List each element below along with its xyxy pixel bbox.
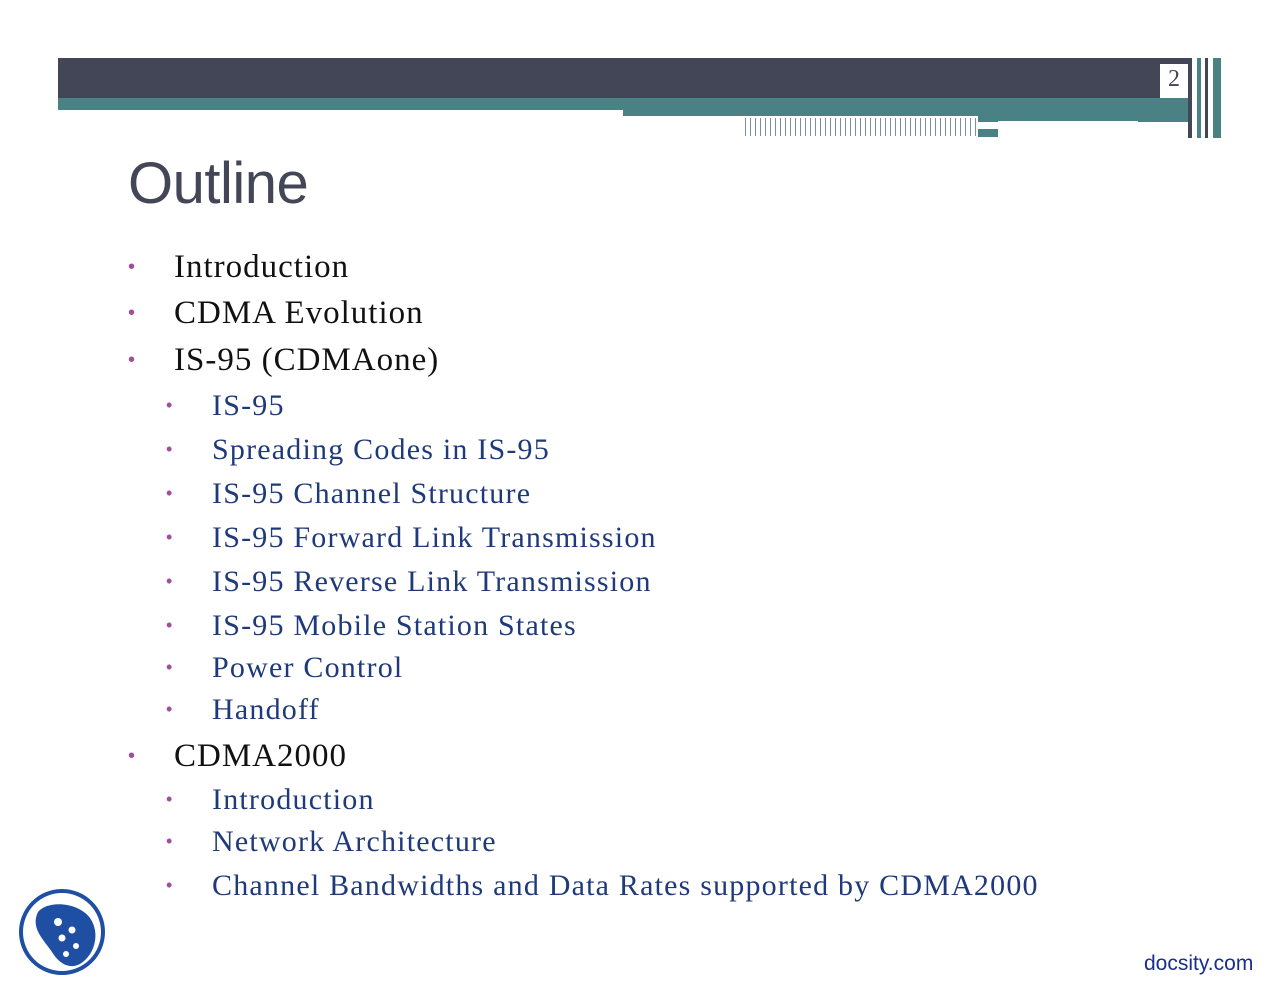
outline-item: • CDMA Evolution [128, 295, 424, 331]
outline-item: • CDMA2000 [128, 738, 348, 774]
outline-subitem-text: IS-95 Reverse Link Transmission [212, 565, 652, 598]
outline-subitem-text: Handoff [212, 693, 320, 726]
outline-subitem: • IS-95 Mobile Station States [166, 609, 577, 642]
outline-subitem: • IS-95 Channel Structure [166, 477, 532, 510]
outline-subitem: • Handoff [166, 693, 320, 726]
header-tick-pattern [745, 118, 977, 136]
header-vertical-bars [1188, 58, 1224, 138]
outline-item: • Introduction [128, 249, 350, 285]
header-accent-step [978, 129, 998, 137]
outline-subitem: • IS-95 [166, 389, 285, 422]
outline-subitem-text: Network Architecture [212, 825, 497, 858]
outline-subitem-text: Spreading Codes in IS-95 [212, 433, 550, 466]
docsity-logo-icon[interactable] [18, 888, 106, 976]
outline-subitem-text: Introduction [212, 783, 375, 816]
outline-item-text: IS-95 (CDMAone) [174, 342, 440, 378]
outline-item-text: CDMA Evolution [174, 295, 424, 331]
header-bar [58, 58, 1188, 98]
outline-subitem: • Power Control [166, 651, 404, 684]
docsity-watermark[interactable]: docsity.com [1144, 952, 1254, 975]
outline-item-text: CDMA2000 [174, 738, 348, 774]
outline-item-text: Introduction [174, 249, 350, 285]
outline-subitem: • Introduction [166, 783, 375, 816]
outline-subitem-text: IS-95 [212, 389, 285, 422]
outline-subitem-text: Power Control [212, 651, 404, 684]
outline-item: • IS-95 (CDMAone) [128, 342, 440, 378]
outline-subitem: • IS-95 Forward Link Transmission [166, 521, 657, 554]
outline-subitem: • Network Architecture [166, 825, 497, 858]
header-accent-bar [58, 98, 1188, 110]
page-number: 2 [1168, 66, 1180, 92]
outline-subitem-text: IS-95 Mobile Station States [212, 609, 577, 642]
header-accent-line [998, 121, 1138, 126]
slide-title: Outline [128, 151, 309, 216]
outline-subitem: • Spreading Codes in IS-95 [166, 433, 550, 466]
outline-subitem-text: Channel Bandwidths and Data Rates supported by CDMA2000 [212, 869, 1039, 902]
outline-subitem-text: IS-95 Forward Link Transmission [212, 521, 657, 554]
outline-subitem-text: IS-95 Channel Structure [212, 477, 532, 510]
outline-subitem: • Channel Bandwidths and Data Rates supported by CDMA2000 [166, 869, 1039, 902]
outline-subitem: • IS-95 Reverse Link Transmission [166, 565, 652, 598]
